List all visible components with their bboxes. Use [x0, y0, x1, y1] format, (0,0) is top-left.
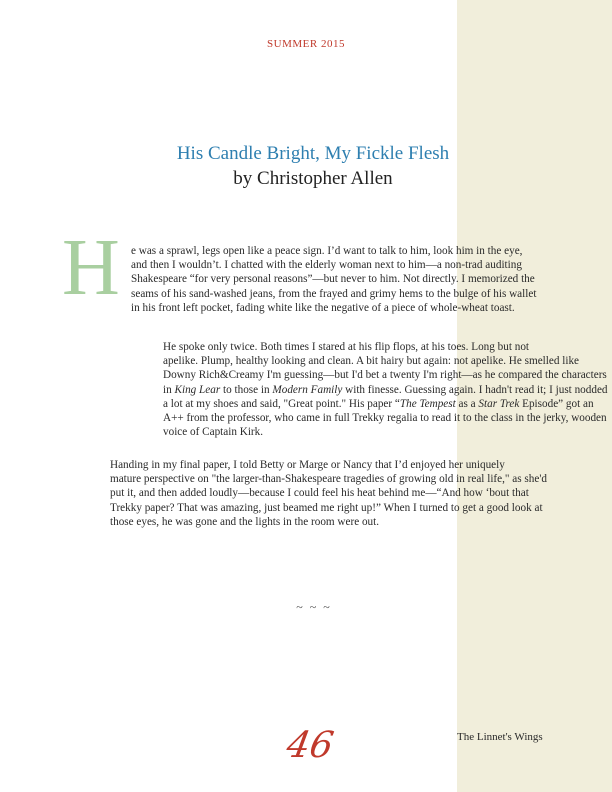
- text-line: Trekky paper? That was amazing, just beamed me right up!” When I turned to get a good look at: [110, 501, 543, 514]
- text-line: and then I wouldn’t. I chatted with the elderly woman next to him—a non-trad auditing: [131, 259, 522, 272]
- text-line: put it, and then added loudly—because I could feel his heat behind me—“And how ‘bout that: [110, 487, 529, 500]
- work-title-star-trek: Star Trek: [478, 397, 520, 410]
- text-segment: Episode” got an: [519, 397, 594, 410]
- text-line: Downy Rich&Creamy I'm guessing—but I'd bet a twenty I'm right—as he compared the characters: [163, 369, 607, 382]
- text-segment: in: [163, 383, 175, 396]
- text-line: Shakespeare “for very personal reasons”—but never to him. Not directly. I memorized the: [131, 273, 535, 286]
- paragraph-3: [88, 458, 563, 529]
- paragraph-1: [131, 244, 561, 315]
- story-title: His Candle Bright, My Fickle Flesh: [176, 143, 450, 164]
- text-line: He spoke only twice. Both times I stared at his flip flops, at his toes. Long but not: [163, 341, 530, 353]
- text-line: e was a sprawl, legs open like a peace sign. I’d want to talk to him, look him in the eye,: [131, 245, 523, 257]
- text-line: [88, 397, 594, 411]
- text-segment: as a: [455, 397, 479, 410]
- text-segment: a lot at my shoes and said, "Great point." His paper “: [163, 397, 400, 410]
- text-line: apelike. Plump, healthy looking and clean. A bit hairy but again: not apelike. He smelled like: [163, 355, 580, 368]
- drop-cap: H: [62, 224, 120, 312]
- work-title-king-lear: King Lear: [174, 383, 221, 396]
- work-title-modern-family: Modern Family: [272, 383, 343, 396]
- text-line: in his front left pocket, fading white like the negative of a piece of whole-wheat toast.: [131, 301, 515, 314]
- issue-season: SUMMER 2015: [267, 38, 345, 50]
- text-line: Handing in my final paper, I told Betty or Marge or Nancy that I’d enjoyed her uniquely: [110, 459, 505, 471]
- text-line: A++ from the professor, who came in full Trekky regalia to read it to the class in the jerky, wooden: [163, 412, 607, 425]
- text-line: those eyes, he was gone and the lights in the room were out.: [110, 515, 380, 528]
- work-title-the-tempest: The Tempest: [399, 397, 456, 410]
- journal-name: The Linnet's Wings: [457, 731, 543, 743]
- text-line: voice of Captain Kirk.: [163, 426, 264, 439]
- text-segment: to those in: [220, 383, 273, 396]
- page-number: 46: [283, 725, 337, 766]
- text-line: mature perspective on "the larger-than-Shakespeare tragedies of growing old in real life," as she'd: [110, 473, 547, 486]
- paragraph-2: [88, 340, 608, 439]
- text-line: seams of his sand-washed jeans, from the frayed and grimy hems to the bulge of his wallet: [131, 287, 537, 300]
- text-segment: with finesse. Guessing again. I hadn't read it; I just nodded: [342, 383, 608, 396]
- section-separator: ~ ~ ~: [296, 600, 332, 614]
- text-line: [88, 383, 608, 397]
- story-byline: by Christopher Allen: [233, 168, 393, 189]
